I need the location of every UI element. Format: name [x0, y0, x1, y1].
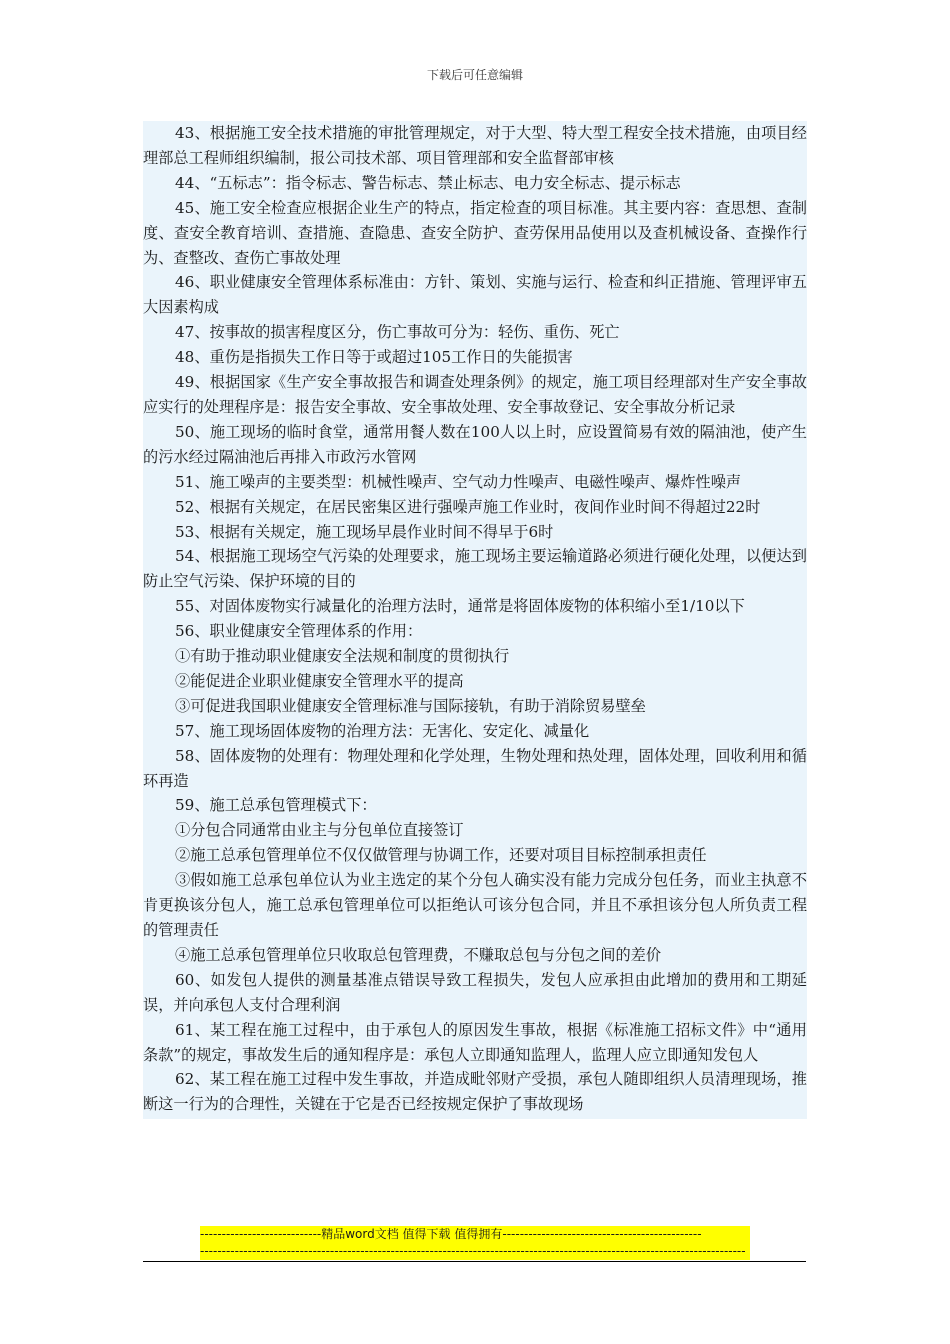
list-item-59-3: ③假如施工总承包单位认为业主选定的某个分包人确实没有能力完成分包任务，而业主执意不肯更换该分包人，施工总承包管理单位可以拒绝认可该分包合同，并且不承担该分包人所负责工程的管理责任	[143, 871, 807, 939]
footer-divider	[143, 1261, 806, 1262]
list-item-56-2: ②能促进企业职业健康安全管理水平的提高	[175, 671, 464, 690]
footer-banner-line-2: ------------------------------------------------------------------------------------------------------------------------------	[200, 1244, 746, 1258]
paragraph-43: 43、根据施工安全技术措施的审批管理规定，对于大型、特大型工程安全技术措施，由项目经理部总工程师组织编制，报公司技术部、项目管理部和安全监督部审核	[143, 124, 807, 167]
paragraph-51: 51、施工噪声的主要类型：机械性噪声、空气动力性噪声、电磁性噪声、爆炸性噪声	[175, 472, 742, 491]
page-header: 下载后可任意编辑	[426, 68, 523, 82]
paragraph-52: 52、根据有关规定，在居民密集区进行强噪声施工作业时，夜间作业时间不得超过22时	[175, 497, 761, 516]
paragraph-49: 49、根据国家《生产安全事故报告和调查处理条例》的规定，施工项目经理部对生产安全事故应实行的处理程序是：报告安全事故、安全事故处理、安全事故登记、安全事故分析记录	[143, 373, 807, 416]
paragraph-58: 58、固体废物的处理有：物理处理和化学处理，生物处理和热处理，固体处理，回收利用和循环再造	[143, 746, 807, 790]
list-item-59-2: ②施工总承包管理单位不仅仅做管理与协调工作，还要对项目目标控制承担责任	[175, 846, 707, 865]
list-item-56-1: ①有助于推动职业健康安全法规和制度的贯彻执行	[175, 647, 510, 666]
paragraph-55: 55、对固体废物实行减量化的治理方法时，通常是将固体废物的体积缩小至1/10以下	[175, 597, 745, 616]
list-item-59-4: ④施工总承包管理单位只收取总包管理费，不赚取总包与分包之间的差价	[175, 945, 661, 964]
paragraph-59: 59、施工总承包管理模式下：	[175, 796, 377, 815]
paragraph-60: 60、如发包人提供的测量基准点错误导致工程损失，发包人应承担由此增加的费用和工期延误，并向承包人支付合理利润	[143, 970, 807, 1014]
paragraph-53: 53、根据有关规定，施工现场早晨作业时间不得早于6时	[175, 522, 554, 541]
paragraph-62: 62、某工程在施工过程中发生事故，并造成毗邻财产受损，承包人随即组织人员清理现场，推断这一行为的合理性，关键在于它是否已经按规定保护了事故现场	[143, 1070, 807, 1114]
paragraph-50: 50、施工现场的临时食堂，通常用餐人数在100人以上时，应设置简易有效的隔油池，使产生的污水经过隔油池后再排入市政污水管网	[143, 422, 807, 466]
document-body	[143, 121, 807, 1119]
list-item-59-1: ①分包合同通常由业主与分包单位直接签订	[175, 821, 464, 840]
paragraph-57: 57、施工现场固体废物的治理方法：无害化、安定化、减量化	[175, 721, 590, 740]
paragraph-54: 54、根据施工现场空气污染的处理要求，施工现场主要运输道路必须进行硬化处理，以便达到防止空气污染、保护环境的目的	[143, 547, 807, 591]
paragraph-45: 45、施工安全检查应根据企业生产的特点，指定检查的项目标准。其主要内容：查思想、查制度、查安全教育培训、查措施、查隐患、查安全防护、查劳保用品使用以及查机械设备、查操作行为、查整改、查伤亡事故处理	[143, 198, 807, 267]
paragraph-48: 48、重伤是指损失工作日等于或超过105工作日的失能损害	[175, 348, 573, 367]
footer-banner	[200, 1226, 750, 1260]
paragraph-46: 46、职业健康安全管理体系标准由：方针、策划、实施与运行、检查和纠正措施、管理评审五大因素构成	[143, 273, 807, 317]
list-item-56-3: ③可促进我国职业健康安全管理标准与国际接轨，有助于消除贸易壁垒	[175, 696, 646, 715]
paragraph-47: 47、按事故的损害程度区分，伤亡事故可分为：轻伤、重伤、死亡	[175, 323, 620, 342]
paragraph-44: 44、“五标志”：指令标志、警告标志、禁止标志、电力安全标志、提示标志	[175, 173, 681, 192]
paragraph-56: 56、职业健康安全管理体系的作用：	[175, 622, 423, 641]
paragraph-61: 61、某工程在施工过程中，由于承包人的原因发生事故，根据《标准施工招标文件》中“通用条款”的规定，事故发生后的通知程序是：承包人立即通知监理人，监理人应立即通知发包人	[143, 1020, 807, 1064]
footer-banner-line-1: ----------------------------精品word文档 值得下载 值得拥有----------------------------------------------	[200, 1227, 702, 1241]
